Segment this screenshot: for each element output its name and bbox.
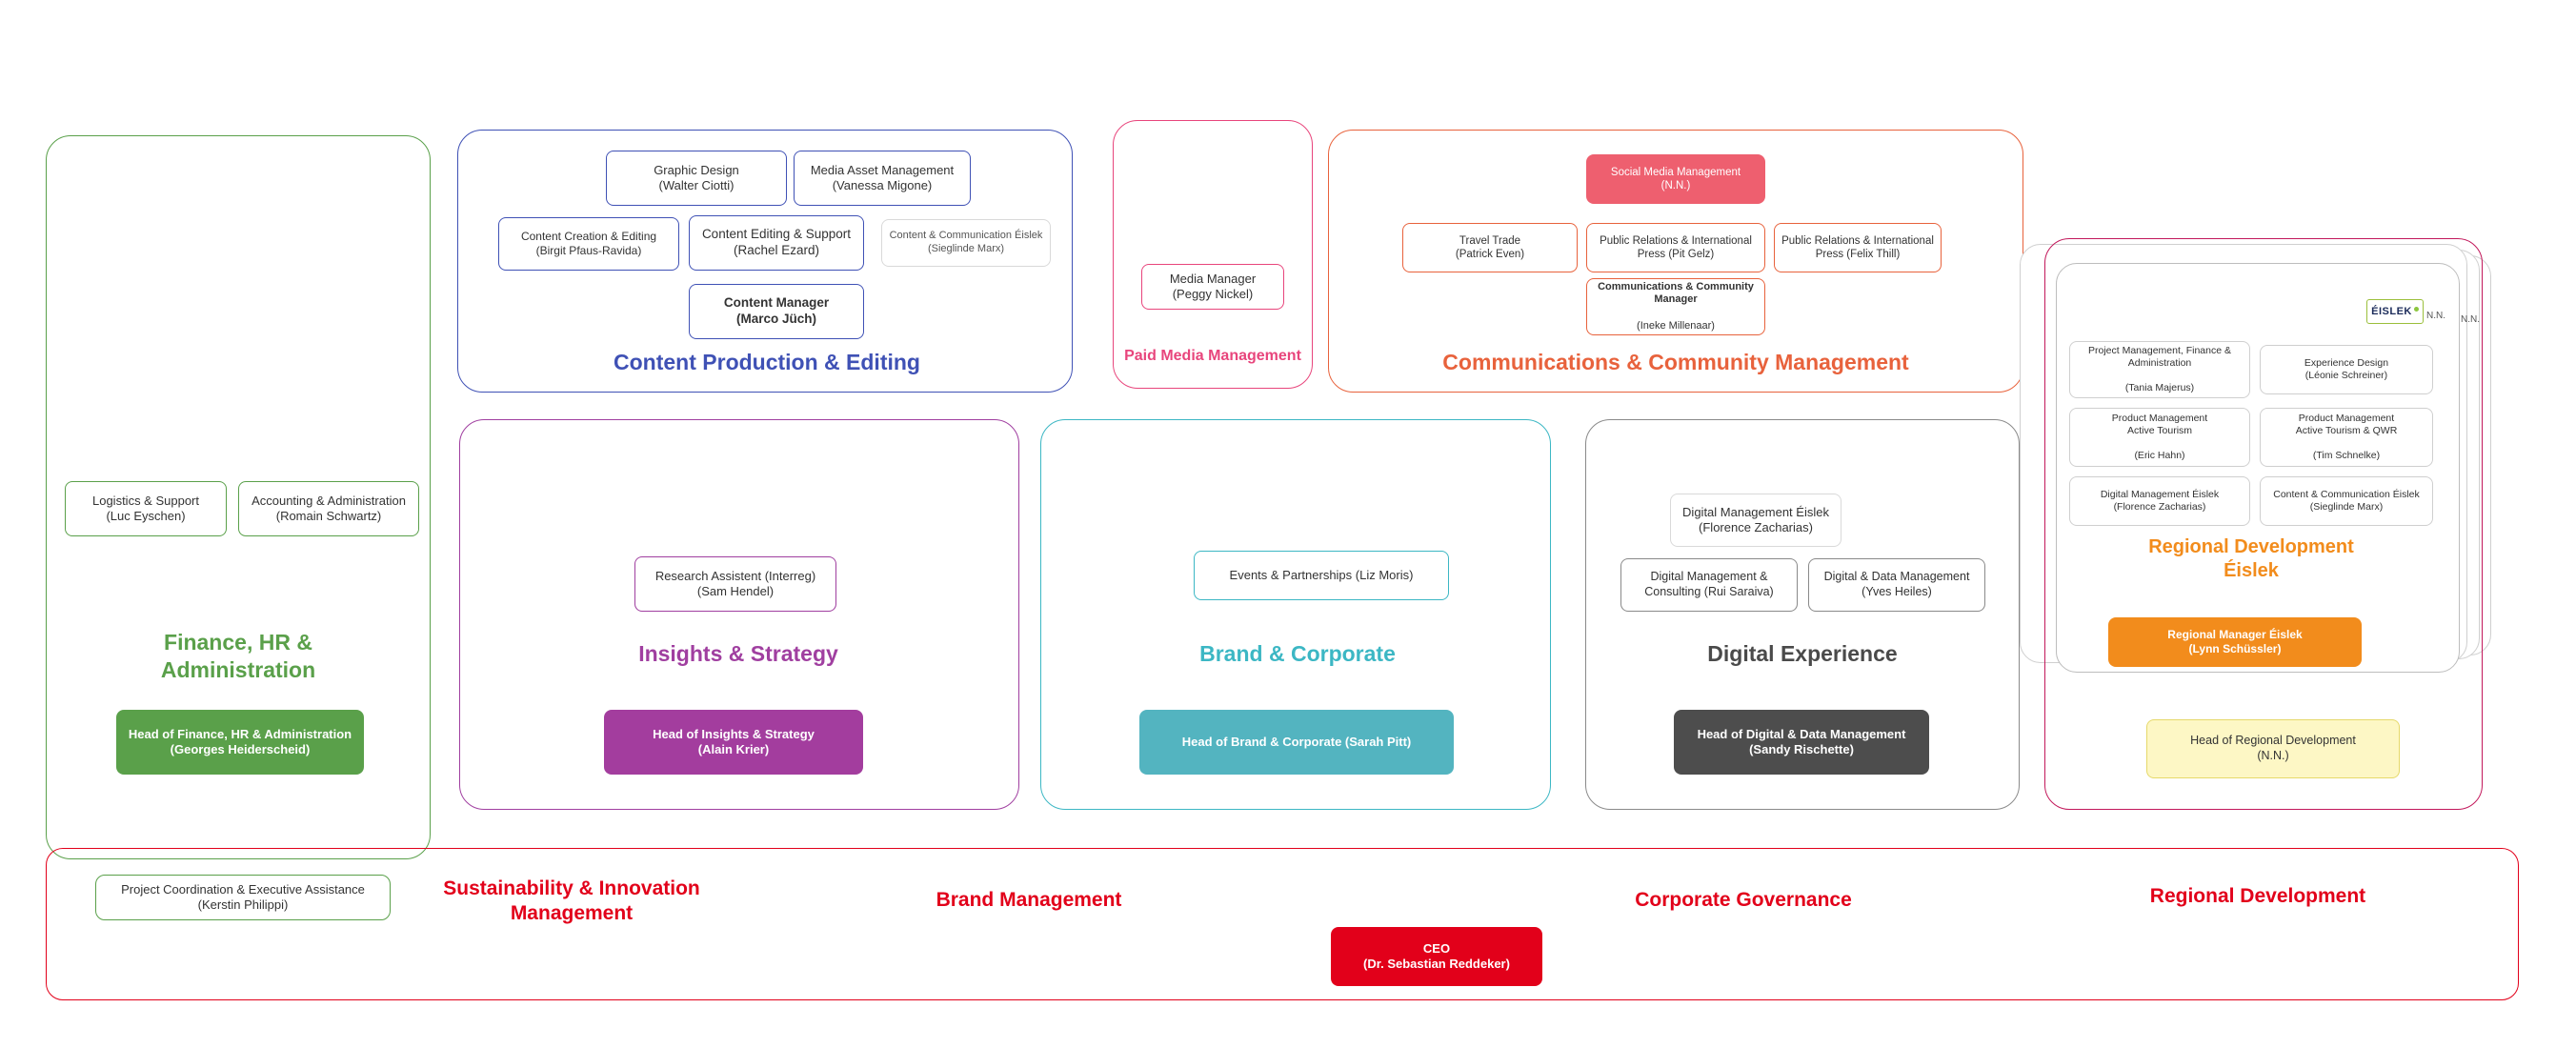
node-digital-management-eislek[interactable]	[1670, 494, 1841, 547]
node-digital-management-consulting-line2: Consulting (Rui Saraiva)	[1644, 585, 1774, 598]
node-travel-trade-line2: (Patrick Even)	[1455, 249, 1525, 260]
node-accounting-admin[interactable]	[238, 481, 419, 536]
node-content-communication-eislek-regional-line2: (Sieglinde Marx)	[2309, 501, 2384, 513]
node-content-editing-support[interactable]	[689, 215, 864, 271]
node-head-regional-development-line1: Head of Regional Development	[2190, 734, 2356, 748]
node-digital-data-management-line1: Digital & Data Management	[1823, 570, 1970, 584]
node-media-manager[interactable]	[1141, 264, 1284, 310]
node-social-media-management-line1: Social Media Management	[1610, 166, 1741, 178]
node-public-relations-gelz-line1: Public Relations & International	[1600, 234, 1752, 247]
node-communications-community-manager-line3: (Ineke Millenaar)	[1637, 319, 1715, 332]
node-project-management-finance-line2: Administration	[2127, 356, 2192, 369]
node-public-relations-thill-line1: Public Relations & International	[1781, 234, 1934, 247]
node-media-manager-line2: (Peggy Nickel)	[1172, 287, 1254, 301]
regional-nn-label-1-text: N.N.	[2426, 311, 2445, 321]
node-digital-management-eislek-regional-line2: (Florence Zacharias)	[2113, 501, 2206, 513]
node-head-insights-strategy[interactable]	[604, 710, 863, 775]
group-corporate-governance-title	[1543, 888, 1943, 913]
node-experience-design-line2: (Léonie Schreiner)	[2304, 370, 2388, 381]
node-content-creation-editing[interactable]	[498, 217, 679, 271]
node-project-management-finance-line1: Project Management, Finance &	[2088, 344, 2231, 356]
group-sustainability-title-line2: Management	[510, 902, 634, 925]
group-finance-title-line1: Finance, HR &	[164, 630, 312, 655]
group-insights-strategy-title-text: Insights & Strategy	[638, 641, 838, 666]
node-content-manager-line2: (Marco Jüch)	[735, 312, 816, 326]
node-content-creation-editing-line2: (Birgit Pfaus-Ravida)	[535, 244, 642, 257]
node-content-manager-line1: Content Manager	[723, 295, 830, 311]
regional-nn-label-1	[2426, 311, 2445, 321]
group-paid-media-title	[1113, 347, 1313, 366]
eislek-logo-text: ÉISLEK	[2371, 306, 2412, 317]
node-logistics-support-line2: (Luc Eyschen)	[106, 509, 186, 523]
group-content-production-title-text: Content Production & Editing	[614, 350, 920, 374]
node-content-communication-eislek-regional-line1: Content & Communication Éislek	[2273, 488, 2420, 500]
node-experience-design[interactable]	[2260, 345, 2433, 394]
node-regional-manager-eislek-line1: Regional Manager Éislek	[2167, 628, 2303, 641]
node-product-management-qwr[interactable]	[2260, 408, 2433, 467]
node-events-partnerships[interactable]	[1194, 551, 1449, 600]
node-media-asset-management[interactable]	[794, 151, 971, 206]
node-head-brand-corporate-line1: Head of Brand & Corporate (Sarah Pitt)	[1181, 734, 1412, 749]
node-communications-community-manager[interactable]	[1586, 278, 1765, 335]
node-digital-management-eislek-line2: (Florence Zacharias)	[1699, 520, 1813, 534]
node-experience-design-line1: Experience Design	[2304, 356, 2389, 369]
node-ceo-line1: CEO	[1422, 940, 1451, 956]
node-regional-manager-eislek[interactable]	[2108, 617, 2362, 667]
node-project-management-finance[interactable]	[2069, 341, 2250, 398]
node-project-coordination-line1: Project Coordination & Executive Assistance	[121, 881, 365, 897]
node-digital-data-management[interactable]	[1808, 558, 1985, 612]
node-public-relations-gelz[interactable]	[1586, 223, 1765, 272]
eislek-logo	[2366, 299, 2424, 324]
node-head-finance-line1: Head of Finance, HR & Administration	[128, 726, 352, 741]
node-head-digital-data-management-line2: (Sandy Rischette)	[1749, 742, 1854, 756]
node-content-communication-eislek-regional[interactable]	[2260, 476, 2433, 526]
node-travel-trade[interactable]	[1402, 223, 1578, 272]
node-digital-management-eislek-line1: Digital Management Éislek	[1682, 504, 1829, 519]
node-accounting-admin-line1: Accounting & Administration	[252, 493, 406, 508]
node-head-digital-data-management-line1: Head of Digital & Data Management	[1697, 726, 1906, 741]
node-logistics-support[interactable]	[65, 481, 227, 536]
node-content-manager[interactable]	[689, 284, 864, 339]
group-communications-title	[1338, 349, 2014, 376]
node-content-communication-eislek-line1: Content & Communication Éislek	[889, 230, 1043, 242]
node-ceo[interactable]	[1331, 927, 1542, 986]
node-events-partnerships-line1: Events & Partnerships (Liz Moris)	[1229, 567, 1414, 582]
group-brand-corporate-title	[1059, 640, 1536, 668]
node-digital-management-consulting-line1: Digital Management &	[1650, 570, 1768, 584]
group-brand-management-title-text: Brand Management	[936, 889, 1122, 911]
node-research-assistant[interactable]	[634, 556, 836, 612]
eislek-logo-dot	[2414, 307, 2419, 312]
node-content-communication-eislek-line2: (Sieglinde Marx)	[927, 243, 1005, 254]
regional-nn-label-2	[2461, 314, 2480, 325]
group-regional-eislek-title-line1: Regional Development	[2148, 536, 2354, 557]
node-media-manager-line1: Media Manager	[1169, 271, 1257, 286]
node-digital-management-consulting[interactable]	[1620, 558, 1798, 612]
group-regional-eislek-title-line2: Éislek	[2224, 560, 2279, 581]
node-social-media-management[interactable]	[1586, 154, 1765, 204]
group-brand-corporate-title-text: Brand & Corporate	[1199, 641, 1396, 666]
node-head-brand-corporate[interactable]	[1139, 710, 1454, 775]
node-communications-community-manager-line1: Communications & Community	[1598, 280, 1754, 292]
node-accounting-admin-line2: (Romain Schwartz)	[275, 509, 382, 523]
node-head-digital-data-management[interactable]	[1674, 710, 1929, 775]
node-project-coordination-line2: (Kerstin Philippi)	[197, 897, 289, 912]
node-head-finance[interactable]	[116, 710, 364, 775]
group-finance-title-line2: Administration	[160, 656, 316, 682]
node-public-relations-thill-line2: Press (Felix Thill)	[1815, 249, 1901, 260]
node-head-insights-strategy-line2: (Alain Krier)	[697, 742, 770, 756]
node-head-insights-strategy-line1: Head of Insights & Strategy	[653, 726, 815, 741]
node-product-management-active-tourism-line1: Product Management	[2111, 412, 2208, 424]
node-social-media-management-line2: (N.N.)	[1660, 180, 1691, 191]
node-product-management-active-tourism[interactable]	[2069, 408, 2250, 467]
node-head-finance-line2: (Georges Heiderscheid)	[170, 742, 311, 756]
node-communications-community-manager-line2: Manager	[1654, 293, 1698, 306]
node-digital-management-eislek-regional[interactable]	[2069, 476, 2250, 526]
group-regional-development-title	[2058, 884, 2458, 909]
node-content-editing-support-line1: Content Editing & Support	[701, 227, 852, 242]
node-regional-manager-eislek-line2: (Lynn Schüssler)	[2188, 642, 2282, 655]
node-product-management-qwr-line2: Active Tourism & QWR	[2295, 424, 2398, 436]
node-media-asset-management-line1: Media Asset Management	[810, 162, 955, 177]
group-paid-media-title-text: Paid Media Management	[1124, 348, 1301, 364]
node-travel-trade-line1: Travel Trade	[1459, 234, 1521, 247]
group-digital-experience-title-text: Digital Experience	[1707, 641, 1898, 666]
group-sustainability-title	[381, 877, 762, 927]
group-digital-experience-title	[1595, 640, 2010, 668]
node-public-relations-gelz-line2: Press (Pit Gelz)	[1637, 249, 1715, 260]
node-research-assistant-line2: (Sam Hendel)	[696, 584, 775, 598]
node-head-regional-development[interactable]	[2146, 719, 2400, 778]
group-sustainability-title-line1: Sustainability & Innovation	[443, 877, 700, 899]
group-regional-eislek-title	[2077, 535, 2425, 583]
node-logistics-support-line1: Logistics & Support	[91, 493, 199, 508]
node-media-asset-management-line2: (Vanessa Migone)	[832, 178, 933, 192]
node-graphic-design[interactable]	[606, 151, 787, 206]
node-product-management-active-tourism-line3: (Eric Hahn)	[2134, 450, 2185, 462]
group-regional-development-title-text: Regional Development	[2149, 885, 2366, 907]
group-finance-title	[105, 629, 372, 684]
group-corporate-governance-title-text: Corporate Governance	[1635, 889, 1852, 911]
node-graphic-design-line1: Graphic Design	[654, 162, 739, 177]
node-digital-management-eislek-regional-line1: Digital Management Éislek	[2100, 488, 2220, 500]
group-communications-title-text: Communications & Community Management	[1442, 350, 1909, 374]
node-public-relations-thill[interactable]	[1774, 223, 1942, 272]
group-insights-strategy-title	[505, 640, 972, 668]
node-content-editing-support-line2: (Rachel Ezard)	[733, 243, 819, 257]
node-research-assistant-line1: Research Assistent (Interreg)	[654, 568, 816, 583]
node-product-management-qwr-line1: Product Management	[2298, 412, 2395, 424]
node-digital-data-management-line2: (Yves Heiles)	[1862, 585, 1932, 598]
regional-stack-sheet-1	[2056, 263, 2460, 673]
node-product-management-active-tourism-line2: Active Tourism	[2126, 424, 2193, 436]
node-graphic-design-line2: (Walter Ciotti)	[658, 178, 735, 192]
group-content-production-title	[514, 349, 1019, 376]
node-project-management-finance-line3: (Tania Majerus)	[2124, 382, 2195, 394]
group-brand-management-title	[867, 888, 1191, 913]
node-product-management-qwr-line3: (Tim Schnelke)	[2312, 450, 2381, 462]
node-content-communication-eislek[interactable]	[881, 219, 1051, 267]
node-content-creation-editing-line1: Content Creation & Editing	[520, 230, 657, 243]
node-head-regional-development-line2: (N.N.)	[2257, 749, 2289, 762]
node-ceo-line2: (Dr. Sebastian Reddeker)	[1363, 957, 1510, 971]
regional-nn-label-2-text: N.N.	[2461, 314, 2480, 325]
